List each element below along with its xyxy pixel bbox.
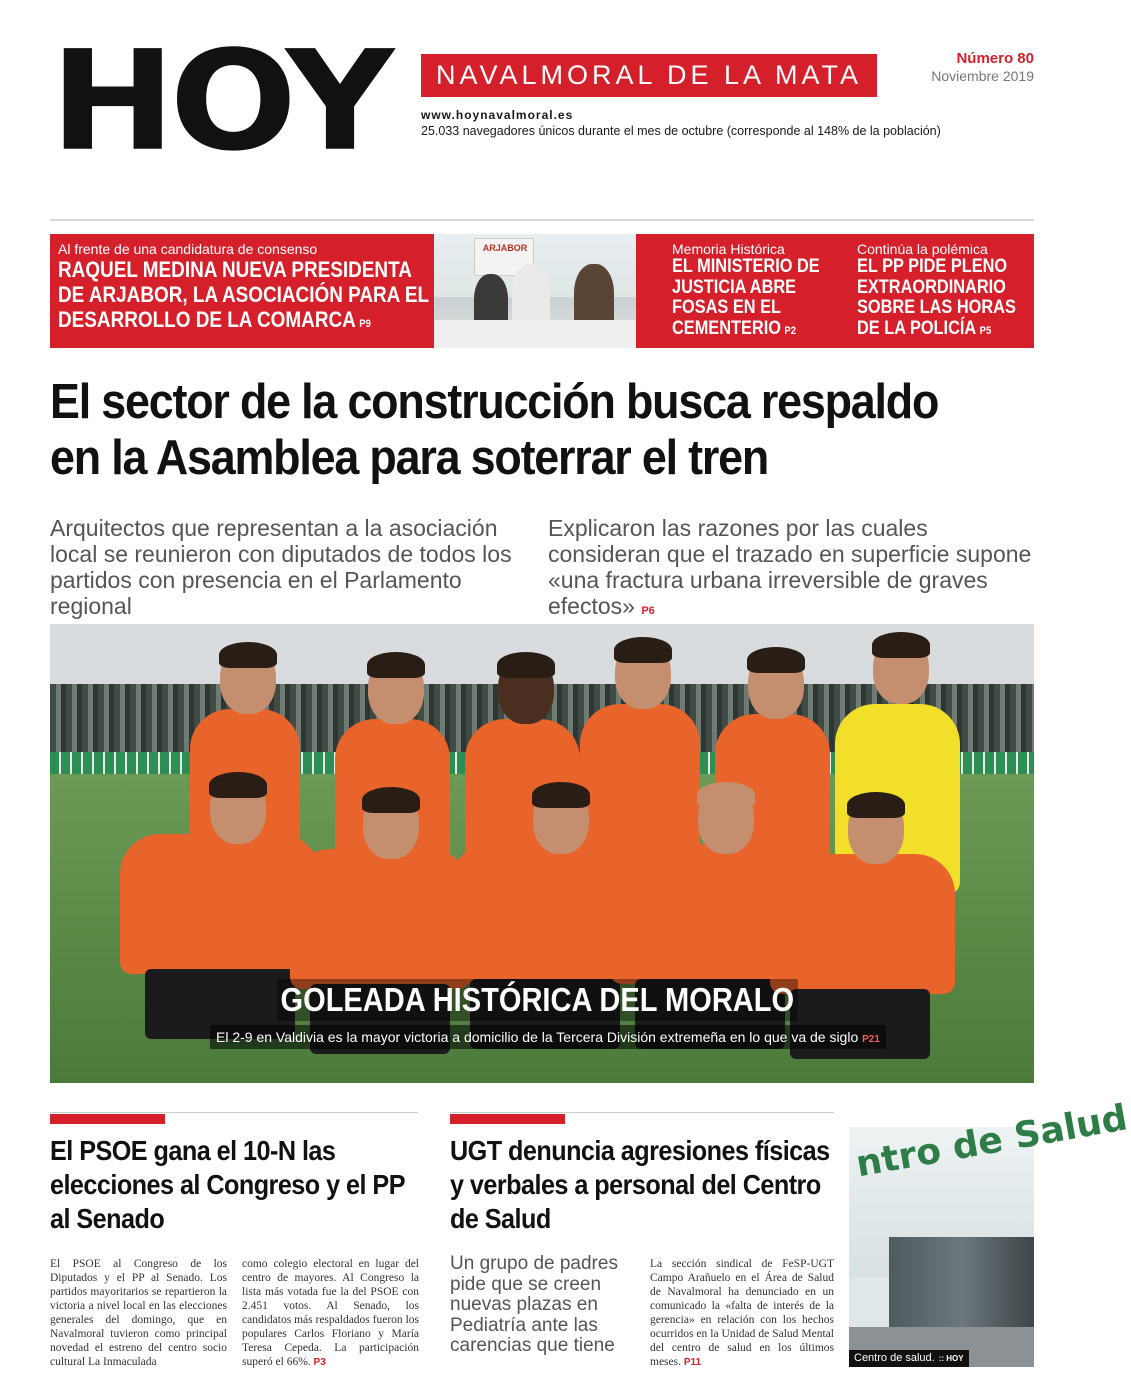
teaser-memoria[interactable] (672, 241, 847, 341)
ugt-headline[interactable]: UGT denuncia agresiones físicas y verbales a personal del Centro de Salud (450, 1135, 830, 1234)
ugt-body: La sección sindical de FeSP-UGT Campo Arañuelo en el Área de Salud de Navalmoral ha denunciado en un comunicado la «falta de interés de la gerencia» en relación con los hechos ocurridos en la Unidad de Salud Mental del centro de salud en los últimos meses. P11 (650, 1258, 834, 1368)
edition-banner: NAVALMORAL DE LA MATA (421, 54, 877, 97)
teaser-headline: RAQUEL MEDINA NUEVA PRESIDENTA DE ARJABOR, LA ASOCIACIÓN PARA EL DESARROLLO DE LA COMARCA P9 (58, 257, 429, 332)
page-ref: P5 (979, 324, 992, 337)
page-ref: P6 (641, 605, 655, 617)
photo-credit: :: HOY (938, 1354, 964, 1363)
website-link[interactable]: www.hoynavalmoral.es (421, 108, 574, 122)
arjabor-meeting-photo (434, 234, 636, 348)
teaser-kicker: Memoria Histórica (672, 241, 785, 257)
person-figure (574, 264, 614, 328)
meeting-table (434, 320, 636, 348)
photo-caption: Centro de salud. :: HOY (849, 1350, 969, 1367)
ugt-deck: Un grupo de padres pide que se creen nuevas plazas en Pediatría ante las carencias que tiene (450, 1253, 618, 1356)
issue-number: Número 80 (956, 50, 1034, 67)
teaser-pleno[interactable] (857, 241, 1032, 341)
readers-note: 25.033 navegadores únicos durante el mes de octubre (corresponde al 148% de la población) (421, 124, 941, 138)
issue-info (931, 50, 1034, 84)
photo-subtitle: El 2-9 en Valdivia es la mayor victoria a domicilio de la Tercera División extremeña en lo que va de siglo P21 (210, 1025, 886, 1049)
photo-headline[interactable]: GOLEADA HISTÓRICA DEL MORALO (277, 979, 798, 1021)
masthead-divider (50, 219, 1034, 221)
section-rule (450, 1112, 834, 1113)
page-ref: P2 (784, 324, 796, 337)
page-ref: P3 (313, 1357, 326, 1368)
section-rule (50, 1112, 418, 1113)
section-accent-bar (50, 1114, 165, 1124)
psoe-body-col2: como colegio electoral en lugar del centro de mayores. Al Congreso la lista más votada fue la del PSOE con 2.451 votos. Al Senado, los candidatos más respaldados fueron los populares Carlos Floriano y María Teresa Cepeda. La participación superó el 66%. P3 (242, 1258, 419, 1368)
section-accent-bar (450, 1114, 565, 1124)
psoe-body-col1: El PSOE al Congreso de los Diputados y el PP al Senado. Los partidos mayoritarios se repartieron la victoria a nivel local en las elecciones generales del domingo, que en Navalmoral tuvieron como principal novedad el estreno del centro socio cultural La Inmaculada (50, 1258, 227, 1368)
person-figure (512, 264, 550, 326)
page-ref: P9 (359, 318, 371, 330)
health-centre-photo (849, 1097, 1131, 1367)
page-ref: P11 (683, 1357, 702, 1368)
page-ref: P21 (862, 1034, 880, 1045)
teaser-headline: EL MINISTERIO DE JUSTICIA ABRE FOSAS EN EL CEMENTERIO P2 (672, 256, 820, 339)
psoe-headline[interactable]: El PSOE gana el 10-N las elecciones al Congreso y el PP al Senado (50, 1135, 405, 1234)
arjabor-banner-text: ARJABOR (482, 243, 528, 253)
issue-date: Noviembre 2019 (931, 68, 1034, 84)
teaser-kicker: Continúa la polémica (857, 241, 988, 257)
health-centre-sign: ntro de Salud (853, 1097, 1131, 1186)
teaser-arjabor[interactable] (58, 241, 438, 337)
main-deck-left: Arquitectos que representan a la asociación local se reunieron con diputados de todos los partidos con presencia en el Parlamento regional (50, 515, 512, 619)
main-deck-right: Explicaron las razones por las cuales consideran que el trazado en superficie supone «una fractura urbana irreversible de graves efectos» P6 (548, 515, 1032, 619)
teaser-kicker: Al frente de una candidatura de consenso (58, 241, 318, 257)
main-headline[interactable]: El sector de la construcción busca respaldo en la Asamblea para soterrar el tren (50, 375, 939, 485)
hoy-logo: HOY (50, 21, 389, 182)
teaser-headline: EL PP PIDE PLENO EXTRAORDINARIO SOBRE LAS HORAS DE LA POLICÍA P5 (857, 256, 1016, 339)
